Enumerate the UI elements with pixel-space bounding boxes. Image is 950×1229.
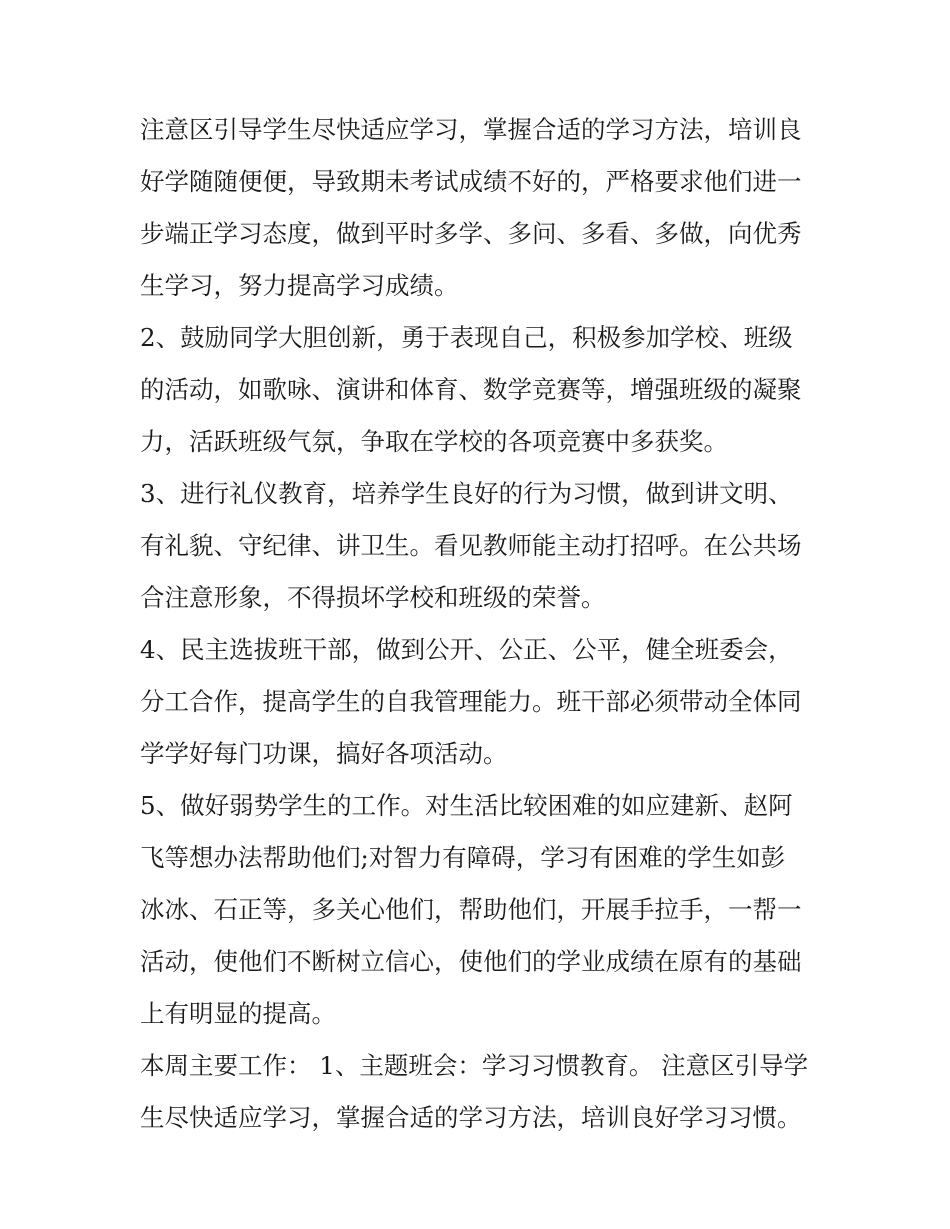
text-line: 生尽快适应学习，掌握合适的学习方法，培训良好学习习惯。 (140, 1103, 802, 1132)
paragraph-study-habits (140, 104, 820, 312)
text-line: 步端正学习态度，做到平时多学、多问、多看、多做，向优秀 (140, 219, 802, 248)
text-line: 本周主要工作： 1、主题班会：学习习惯教育。 注意区引导学 (140, 1051, 809, 1080)
text-line: 注意区引导学生尽快适应学习，掌握合适的学习方法，培训良 (140, 115, 802, 144)
text-line: 5、做好弱势学生的工作。对生活比较困难的如应建新、赵阿 (140, 791, 793, 820)
text-line: 有礼貌、守纪律、讲卫生。看见教师能主动打招呼。在公共场 (140, 531, 802, 560)
paragraph-item-4 (140, 624, 820, 780)
text-line: 力，活跃班级气氛，争取在学校的各项竞赛中多获奖。 (140, 427, 728, 456)
text-line: 生学习，努力提高学习成绩。 (140, 271, 459, 300)
text-line: 3、进行礼仪教育，培养学生良好的行为习惯，做到讲文明、 (140, 479, 793, 508)
text-line: 2、鼓励同学大胆创新，勇于表现自己，积极参加学校、班级 (140, 323, 793, 352)
text-line: 好学随随便便，导致期未考试成绩不好的，严格要求他们进一 (140, 167, 802, 196)
document-body (140, 104, 820, 1144)
text-line: 冰冰、石正等，多关心他们，帮助他们，开展手拉手，一帮一 (140, 895, 802, 924)
paragraph-item-5 (140, 780, 820, 1040)
text-line: 分工合作，提高学生的自我管理能力。班干部必须带动全体同 (140, 687, 802, 716)
text-line: 合注意形象，不得损坏学校和班级的荣誉。 (140, 583, 606, 612)
paragraph-weekly-work (140, 1040, 820, 1144)
text-line: 活动，使他们不断树立信心，使他们的学业成绩在原有的基础 (140, 947, 802, 976)
paragraph-item-2 (140, 312, 820, 468)
text-line: 4、民主选拔班干部，做到公开、公正、公平，健全班委会， (140, 635, 793, 664)
paragraph-item-3 (140, 468, 820, 624)
text-line: 学学好每门功课，搞好各项活动。 (140, 739, 508, 768)
text-line: 的活动，如歌咏、演讲和体育、数学竞赛等，增强班级的凝聚 (140, 375, 802, 404)
text-line: 上有明显的提高。 (140, 999, 336, 1028)
text-line: 飞等想办法帮助他们;对智力有障碍，学习有困难的学生如彭 (140, 843, 786, 872)
